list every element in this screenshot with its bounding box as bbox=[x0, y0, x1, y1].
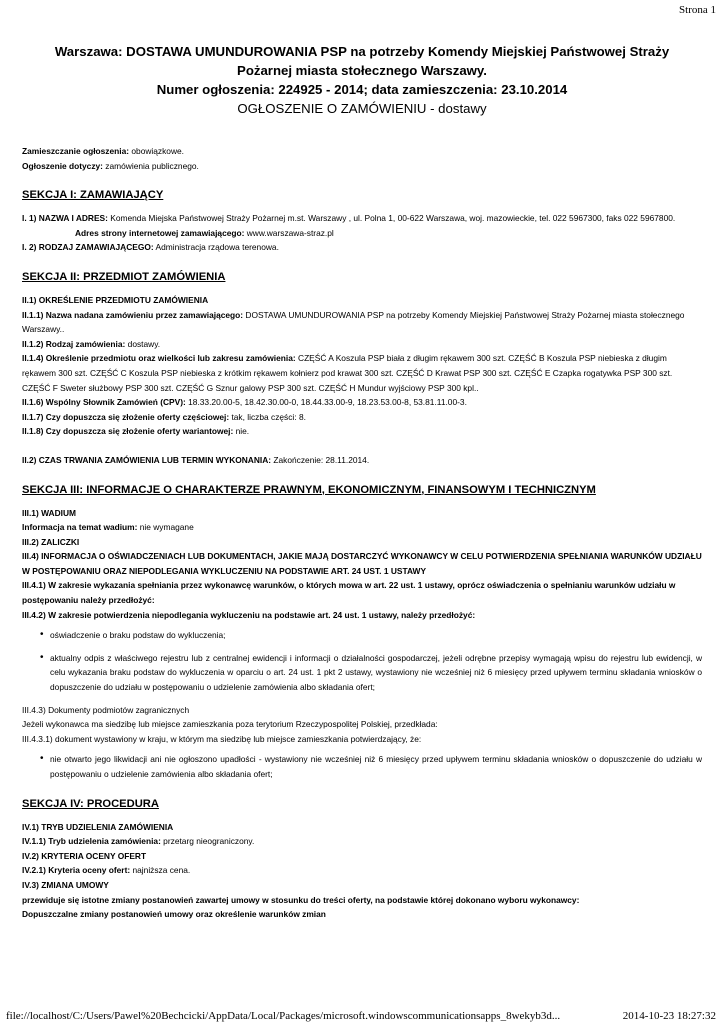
s4-iv3-text2: Dopuszczalne zmiany postanowień umowy oraz określenie warunków zmian bbox=[22, 909, 326, 920]
section-2-heading: SEKCJA II: PRZEDMIOT ZAMÓWIENIA bbox=[22, 270, 226, 283]
list-item: • nie otwarto jego likwidacji ani nie ogłoszono upadłości - wystawiony nie wcześniej niż 6 miesięcy przed upływem terminu składania wniosków o dopuszczenie do udziału w postępowaniu o udzielenie zamówienia albo składania ofert; bbox=[40, 753, 702, 779]
list-item: • aktualny odpis z właściwego rejestru lub z centralnej ewidencji i informacji o działalności gospodarczej, jeżeli odrębne przepisy wymagają wpisu do rejestru lub ewidencji, w celu wykazania braku podstaw do wykluczenia w oparciu o art. 24 ust. 1 pkt 2 ustawy, wystawiony nie wcześniej niż 6 miesięcy przed upływem terminu składania wniosków o dopuszczenie do udziału w postępowaniu o udzielenie zamówienia albo składania ofert; bbox=[40, 651, 702, 693]
s2-ii12: II.1.2) Rodzaj zamówienia: dostawy. bbox=[22, 338, 161, 349]
bullet-list-a bbox=[22, 628, 702, 694]
s1-name-address: I. 1) NAZWA I ADRES: Komenda Miejska Państwowej Straży Pożarnej m.st. Warszawy , ul. Polna 1, 00-622 Warszawa, woj. mazowieckie, tel. 022 5967300, faks 022 5967800. bbox=[22, 213, 676, 224]
s4-iv2: IV.2) KRYTERIA OCENY OFERT bbox=[22, 850, 147, 861]
page-number: Strona 1 bbox=[679, 4, 716, 16]
notice-title bbox=[22, 42, 702, 118]
s3-iii41: III.4.1) W zakresie wykazania spełniania przez wykonawcę warunków, o których mowa w art. 22 ust. 1 ustawy, oprócz oświadczenia o spełnianiu warunków udziału w postępowaniu należy przedłożyć: bbox=[22, 580, 676, 606]
s4-iv11: IV.1.1) Tryb udzielenia zamówienia: przetarg nieograniczony. bbox=[22, 836, 255, 847]
s3-iii42: III.4.2) W zakresie potwierdzenia niepodlegania wykluczeniu na podstawie art. 24 ust. 1 ustawy, należy przedłożyć: bbox=[22, 609, 476, 620]
s1-type: I. 2) RODZAJ ZAMAWIAJĄCEGO: Administracja rządowa terenowa. bbox=[22, 242, 279, 253]
s2-ii2: II.2) CZAS TRWANIA ZAMÓWIENIA LUB TERMIN WYKONANIA: Zakończenie: 28.11.2014. bbox=[22, 454, 370, 465]
s4-iv3: IV.3) ZMIANA UMOWY bbox=[22, 879, 109, 890]
s3-iii431: III.4.3.1) dokument wystawiony w kraju, w którym ma siedzibę lub miejsce zamieszkania potwierdzający, że: bbox=[22, 733, 422, 744]
s4-iv21: IV.2.1) Kryteria oceny ofert: najniższa cena. bbox=[22, 865, 191, 876]
s3-iii43-text: Jeżeli wykonawca ma siedzibę lub miejsce zamieszkania poza terytorium Rzeczypospolitej Polskiej, przedkłada: bbox=[22, 719, 438, 730]
bullet-icon: • bbox=[40, 629, 44, 641]
s2-ii18: II.1.8) Czy dopuszcza się złożenie oferty wariantowej: nie. bbox=[22, 426, 250, 437]
bullet-icon: • bbox=[40, 651, 44, 663]
print-footer bbox=[6, 1010, 716, 1022]
s3-iii4: III.4) INFORMACJA O OŚWIADCZENIACH LUB DOKUMENTACH, JAKIE MAJĄ DOSTARCZYĆ WYKONAWCY W CELU POTWIERDZENIA SPEŁNIANIA WARUNKÓW UDZIAŁU W POSTĘPOWANIU ORAZ NIEPODLEGANIA WYKLUCZENIU NA PODSTAWIE ART. 24 UST. 1 USTAWY bbox=[22, 551, 702, 576]
s3-iii1: III.1) WADIUM bbox=[22, 507, 76, 518]
title-line-4: OGŁOSZENIE O ZAMÓWIENIU - dostawy bbox=[237, 101, 487, 116]
footer-datetime: 2014-10-23 18:27:32 bbox=[622, 1010, 716, 1022]
s2-ii11: II.1.1) Nazwa nadana zamówieniu przez zamawiającego: DOSTAWA UMUNDUROWANIA PSP na potrzeby Komendy Miejskiej Państwowej Straży Pożarnej miasta stołecznego Warszawy.. bbox=[22, 309, 685, 335]
list-item: • oświadczenie o braku podstaw do wykluczenia; bbox=[50, 628, 702, 643]
footer-path: file://localhost/C:/Users/Pawel%20Bechcicki/AppData/Local/Packages/microsoft.windowscommunicationsapps_8wekyb3d... bbox=[6, 1010, 561, 1022]
section-4-heading: SEKCJA IV: PROCEDURA bbox=[22, 797, 159, 810]
s2-ii16: II.1.6) Wspólny Słownik Zamówień (CPV): 18.33.20.00-5, 18.42.30.00-0, 18.44.33.00-9, 18.23.53.00-8, 53.81.11.00-3. bbox=[22, 397, 467, 408]
section-1-heading: SEKCJA I: ZAMAWIAJĄCY bbox=[22, 189, 164, 202]
intro-publication: Zamieszczanie ogłoszenia: obowiązkowe. bbox=[22, 146, 184, 156]
s2-ii17: II.1.7) Czy dopuszcza się złożenie oferty częściowej: tak, liczba części: 8. bbox=[22, 411, 306, 422]
s2-ii14: II.1.4) Określenie przedmiotu oraz wielkości lub zakresu zamówienia: CZĘŚĆ A Koszula PSP biała z długim rękawem 300 szt. CZĘŚĆ B Koszula PSP niebieska z długim rękawem 300 szt. CZĘŚĆ C Koszula PSP niebieska z krótkim rękawem kołnierz pod krawat 300 szt. CZĘŚĆ D Krawat PSP 300 szt. CZĘŚĆ E Czapka rogatywka PSP 300 szt. CZĘŚĆ F Sweter służbowy PSP 300 szt. CZĘŚĆ G Sznur galowy PSP 300 szt. CZĘŚĆ H Mundur wyjściowy PSP 300 kpl.. bbox=[22, 353, 673, 393]
title-line-2: Pożarnej miasta stołecznego Warszawy. bbox=[237, 63, 487, 78]
title-line-3: Numer ogłoszenia: 224925 - 2014; data zamieszczenia: 23.10.2014 bbox=[156, 82, 568, 97]
s3-iii2: III.2) ZALICZKI bbox=[22, 536, 80, 547]
bullet-icon: • bbox=[40, 753, 44, 765]
section-3-heading: SEKCJA III: INFORMACJE O CHARAKTERZE PRAWNYM, EKONOMICZNYM, FINANSOWYM I TECHNICZNYM bbox=[22, 483, 596, 496]
s4-iv3-text: przewiduje się istotne zmiany postanowień zawartej umowy w stosunku do treści oferty, na podstawie której dokonano wyboru wykonawcy: bbox=[22, 894, 580, 905]
s4-iv1: IV.1) TRYB UDZIELENIA ZAMÓWIENIA bbox=[22, 821, 174, 832]
s3-iii43: III.4.3) Dokumenty podmiotów zagranicznych bbox=[22, 704, 190, 715]
s2-ii1: II.1) OKREŚLENIE PRZEDMIOTU ZAMÓWIENIA bbox=[22, 294, 209, 305]
s3-wadium: Informacja na temat wadium: nie wymagane bbox=[22, 522, 194, 533]
s1-website: Adres strony internetowej zamawiającego: www.warszawa-straz.pl bbox=[75, 227, 334, 238]
title-line-1: Warszawa: DOSTAWA UMUNDUROWANIA PSP na potrzeby Komendy Miejskiej Państwowej Straży bbox=[54, 44, 670, 59]
intro-concerns: Ogłoszenie dotyczy: zamówienia publicznego. bbox=[22, 160, 199, 171]
document-body bbox=[22, 42, 702, 922]
bullet-list-b bbox=[22, 752, 702, 781]
